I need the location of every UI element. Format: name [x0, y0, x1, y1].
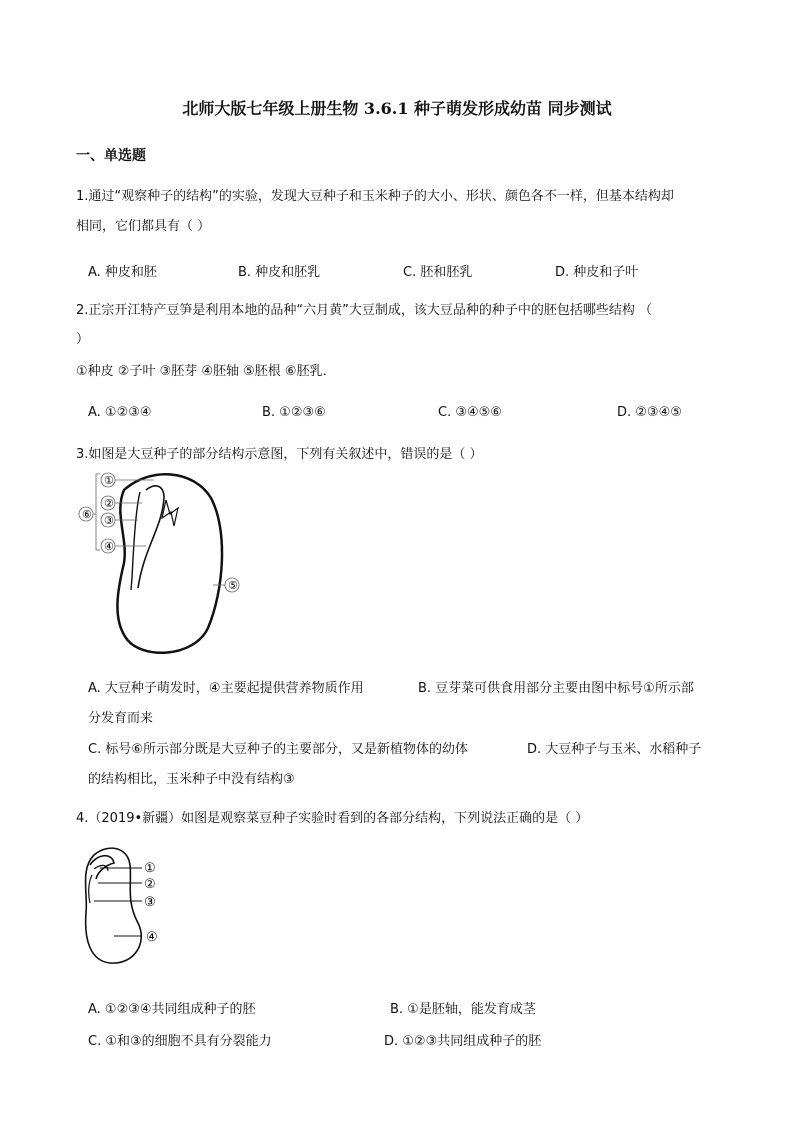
q3-fig-label-2: ②: [104, 497, 114, 510]
q3-option-b-line1: B. 豆芽菜可供食用部分主要由图中标号①所示部: [418, 681, 694, 696]
page-title: 北师大版七年级上册生物 3.6.1 种子萌发形成幼苗 同步测试: [182, 99, 612, 118]
q4-option-b: B. ①是胚轴，能发育成茎: [390, 1002, 536, 1017]
q3-stem: 3.如图是大豆种子的部分结构示意图，下列有关叙述中，错误的是（ ）: [76, 447, 483, 462]
q2-stem-line1: 2.正宗开江特产豆笋是利用本地的品种“六月黄”大豆制成，该大豆品种的种子中的胚包括哪些结构 （: [76, 303, 653, 318]
q4-option-d: D. ①②③共同组成种子的胚: [384, 1034, 542, 1049]
q4-fig-label-2: ②: [144, 877, 156, 892]
q4-fig-label-3: ③: [144, 895, 156, 910]
q1-option-c: C. 胚和胚乳: [403, 265, 473, 280]
q2-option-c: C. ③④⑤⑥: [438, 405, 502, 420]
q1-stem-line1: 1.通过“观察种子的结构”的实验，发现大豆种子和玉米种子的大小、形状、颜色各不一样，但基本结构却: [76, 189, 674, 204]
q4-fig-label-1: ①: [144, 861, 156, 876]
q3-option-a: A. 大豆种子萌发时，④主要起提供营养物质作用: [88, 681, 364, 696]
q3-fig-label-1: ①: [104, 474, 114, 487]
q2-stem-line2: ）: [76, 332, 90, 347]
q1-option-d: D. 种皮和子叶: [555, 265, 639, 280]
q2-stem-line3: ①种皮 ②子叶 ③胚芽 ④胚轴 ⑤胚根 ⑥胚乳．: [76, 364, 336, 379]
q3-fig-label-4: ④: [104, 540, 114, 553]
section-heading: 一、单选题: [76, 148, 146, 164]
q3-option-b-line2: 分发育而来: [88, 711, 154, 726]
q2-option-b: B. ①②③⑥: [262, 405, 326, 420]
q1-option-b: B. 种皮和胚乳: [238, 265, 321, 280]
q3-fig-label-5: ⑤: [228, 579, 238, 592]
q4-stem: 4.（2019•新疆）如图是观察菜豆种子实验时看到的各部分结构，下列说法正确的是（ ）: [76, 811, 589, 826]
q1-option-a: A. 种皮和胚: [88, 265, 157, 280]
q4-fig-label-4: ④: [146, 930, 158, 945]
soybean-seed-diagram: [76, 468, 246, 663]
bean-seed-diagram: [76, 843, 176, 973]
q3-option-c: C. 标号⑥所示部分既是大豆种子的主要部分，又是新植物体的幼体: [88, 742, 468, 757]
q1-stem-line2: 相同，它们都具有（ ）: [76, 219, 211, 234]
q4-option-c: C. ①和③的细胞不具有分裂能力: [88, 1034, 272, 1049]
q4-option-a: A. ①②③④共同组成种子的胚: [88, 1002, 256, 1017]
q2-option-d: D. ②③④⑤: [617, 405, 682, 420]
q3-option-d-line2: 的结构相比，玉米种子中没有结构③: [88, 772, 295, 787]
q3-fig-label-3: ③: [104, 514, 114, 527]
q2-option-a: A. ①②③④: [88, 405, 152, 420]
q3-option-d-line1: D. 大豆种子与玉米、水稻种子: [527, 742, 702, 757]
q3-fig-label-6: ⑥: [82, 508, 92, 521]
